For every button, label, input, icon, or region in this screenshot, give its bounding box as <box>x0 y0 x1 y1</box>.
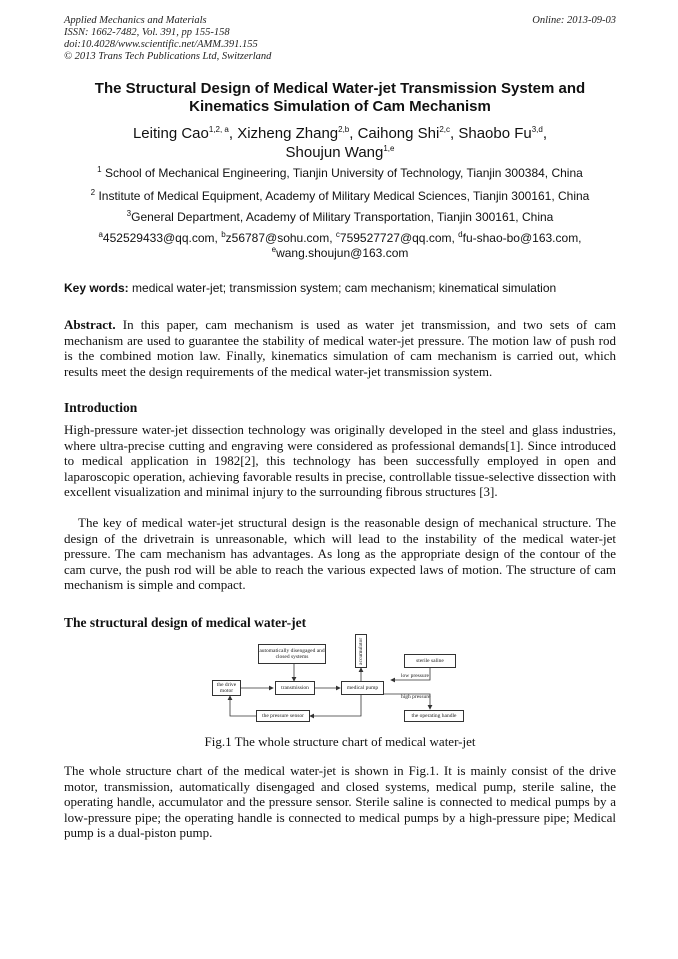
diagram-box-pressure-sensor: the pressure sensor <box>256 710 310 722</box>
keywords <box>64 281 616 296</box>
author-affiliation-mark: 2,c <box>439 125 450 134</box>
diagram-label-high-pressure: high pressure <box>401 694 431 700</box>
email-address: fu-shao-bo@163.com, <box>462 231 582 245</box>
affiliation-2 <box>60 189 620 204</box>
affiliation-mark: 1 <box>97 165 102 174</box>
author-affiliation-mark: 1,e <box>383 144 395 153</box>
diagram-box-auto-systems: automatically disengaged and closed systems <box>258 644 326 664</box>
journal-copyright: © 2013 Trans Tech Publications Ltd, Switzerland <box>64 51 272 62</box>
affiliation-text: Institute of Medical Equipment, Academy of Military Medical Sciences, Tianjin 300161, China <box>98 189 590 203</box>
diagram-box-accumulator: accumulator <box>355 634 367 668</box>
paper-title: The Structural Design of Medical Water-jet Transmission System and Kinematics Simulation of Cam Mechanism <box>94 80 586 115</box>
email-address: 452529433@qq.com, <box>102 231 222 245</box>
keywords-text: medical water-jet; transmission system; cam mechanism; kinematical simulation <box>132 281 557 295</box>
connector-pump-sensor <box>310 695 361 716</box>
author-separator: , <box>450 125 459 142</box>
author-name: Caihong Shi <box>357 125 440 142</box>
journal-doi: doi:10.4028/www.scientific.net/AMM.391.155 <box>64 39 258 50</box>
diagram-box-drive-motor: the drive motor <box>212 680 241 696</box>
figure-caption: Fig.1 The whole structure chart of medical water-jet <box>204 734 476 749</box>
connector-sensor-motor <box>230 696 256 716</box>
author-name: Xizheng Zhang <box>237 125 339 142</box>
introduction-paragraph-1: High-pressure water-jet dissection technology was originally developed in the steel and glass industries, where ultra-precise cutting and engraving were considered as professional demands[1]. Since introduced to medical application in 1982[2], this technology has been successfully employed in open and laparoscopic operation, achieving favorable results in precise, controllable tissue-selective dissection with excellent visualization and minimal injury to the surrounding fibrous structures [3]. <box>64 422 616 499</box>
affiliation-3 <box>60 210 620 225</box>
diagram-label-low-pressure: low pressure <box>401 673 429 679</box>
email-mark: d <box>458 230 463 239</box>
affiliation-1 <box>60 166 620 181</box>
email-list <box>60 231 620 261</box>
structural-design-paragraph: The whole structure chart of the medical water-jet is shown in Fig.1. It is mainly consist of the drive motor, transmission, automatically disengaged and closed systems, medical pump, sterile saline, the operating handle, accumulator and the pressure sensor. Sterile saline is connected to medical pumps by a low-pressure pipe; the operating handle is connected to medical pumps by a high-pressure pipe; Medical pump is a dual-piston pump. <box>64 763 616 840</box>
affiliation-mark: 3 <box>126 209 132 218</box>
diagram-box-operating-handle: the operating handle <box>404 710 464 722</box>
abstract-text: In this paper, cam mechanism is used as water jet transmission, and two sets of cam mechanism are used to guarantee the stability of medical water-jet pressure. The motion law of push rod is the combined motion law. Finally, kinematics simulation of cam mechanism is carried out, which results meet the design requirements of the medical water-jet transmission system. <box>64 317 617 379</box>
author-name: Shoujun Wang <box>285 144 384 161</box>
affiliation-text: General Department, Academy of Military Transportation, Tianjin 300161, China <box>131 210 554 224</box>
affiliation-text: School of Mechanical Engineering, Tianjin University of Technology, Tianjin 300384, China <box>104 166 583 180</box>
author-affiliation-mark: 3,d <box>531 125 543 134</box>
journal-issn: ISSN: 1662-7482, Vol. 391, pp 155-158 <box>64 27 230 38</box>
section-heading-structural-design: The structural design of medical water-jet <box>64 615 307 630</box>
email-address: z56787@sohu.com, <box>225 231 336 245</box>
author-separator: , <box>228 125 238 142</box>
diagram-box-medical-pump: medical pump <box>341 681 384 695</box>
email-mark: b <box>221 230 226 239</box>
introduction-paragraph-2: The key of medical water-jet structural design is the reasonable design of mechanical structure. The design of the drivetrain is unreasonable, which will lead to the instability of the medical water-jet pressure. The cam mechanism has advantages. As long as the appropriate design of the contour of the cam curve, the push rod will be able to reach the various expected laws of motion. The structure of cam mechanism is simple and compact. <box>64 515 616 592</box>
abstract-label: Abstract. <box>64 317 116 332</box>
author-name: Shaobo Fu <box>458 125 532 142</box>
diagram-box-sterile-saline: sterile saline <box>404 654 456 668</box>
online-date: Online: 2013-09-03 <box>532 15 616 26</box>
structure-chart-figure <box>190 634 490 726</box>
email-mark: e <box>271 245 277 254</box>
affiliation-mark: 2 <box>90 188 96 197</box>
journal-header <box>64 15 616 63</box>
introduction-heading: Introduction <box>64 400 138 415</box>
journal-name: Applied Mechanics and Materials <box>64 15 207 26</box>
author-affiliation-mark: 2,b <box>338 125 350 134</box>
email-mark: a <box>98 230 103 239</box>
diagram-box-transmission: transmission <box>275 681 315 695</box>
author-separator: , <box>542 125 548 142</box>
author-affiliation-mark: 1,2, a <box>208 125 229 134</box>
keywords-label: Key words: <box>64 281 129 295</box>
email-address: wang.shoujun@163.com <box>276 246 409 260</box>
author-list <box>60 124 620 162</box>
email-mark: c <box>335 230 340 239</box>
author-separator: , <box>349 125 358 142</box>
author-name: Leiting Cao <box>132 125 209 142</box>
abstract <box>64 317 616 379</box>
email-address: 759527727@qq.com, <box>339 231 459 245</box>
